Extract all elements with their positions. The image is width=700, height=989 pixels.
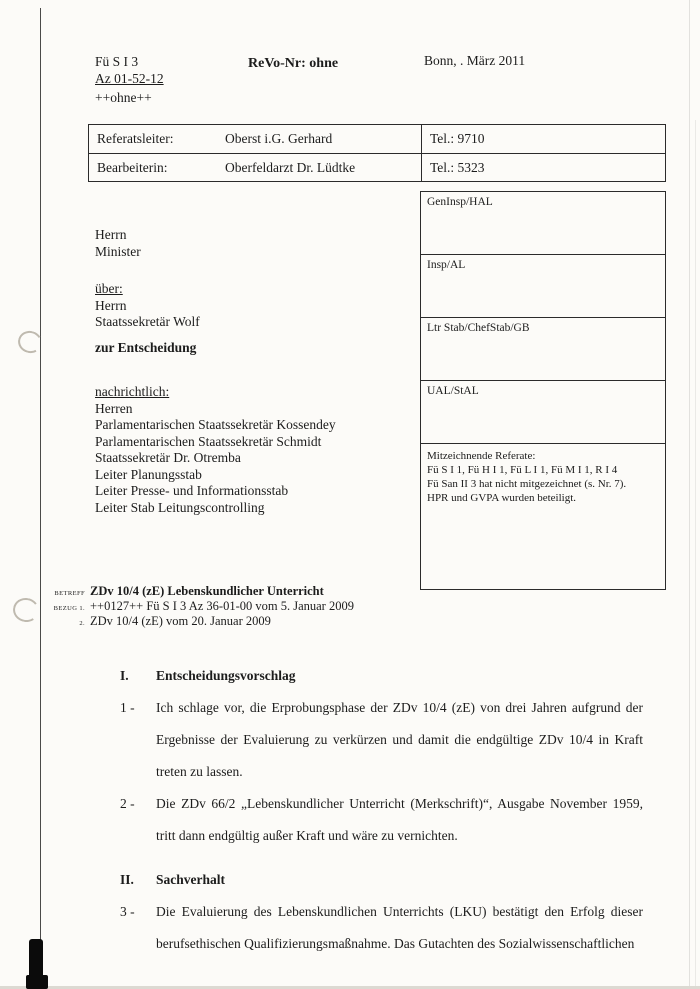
co-signing-line: HPR und GVPA wurden beteiligt. (427, 492, 577, 504)
section-number: I. (120, 668, 129, 683)
paragraph-number: 1 - (120, 700, 135, 715)
reference-row (50, 599, 354, 614)
cc-line: Parlamentarischen Staatssekretär Kossendey (95, 417, 336, 432)
cc-line: Parlamentarischen Staatssekretär Schmidt (95, 433, 322, 449)
recipient-line: Minister (95, 243, 141, 259)
scan-ink-mark-2 (26, 975, 48, 989)
betreff-label: BETREFF (54, 590, 85, 597)
classification-marker: ++ohne++ (95, 90, 152, 105)
contacts-table (88, 124, 666, 182)
section-heading (120, 864, 643, 896)
numbered-paragraph (120, 896, 643, 960)
place-and-date: Bonn, . März 2011 (424, 53, 526, 68)
file-reference: Az 01-52-12 (95, 71, 164, 86)
paragraph-number: 2 - (120, 796, 135, 811)
org-unit: Fü S I 3 (95, 54, 139, 69)
revo-number: ReVo-Nr: ohne (248, 56, 339, 71)
page-edge-shadow-2 (695, 120, 696, 989)
cc-line: Leiter Presse- und Informationsstab (95, 483, 289, 498)
via-line: Herrn (95, 297, 127, 313)
co-signing-units (421, 444, 665, 589)
contact-phone: Tel.: 5323 (421, 154, 665, 181)
cc-line: Herren (95, 400, 133, 416)
bezug-number: 2. (79, 620, 85, 627)
recipient-block (95, 227, 336, 516)
cc-line: Leiter Stab Leitungscontrolling (95, 499, 265, 515)
signoff-section: Insp/AL (421, 255, 665, 318)
section-heading (120, 660, 643, 692)
decision-note: zur Entscheidung (95, 339, 197, 355)
contact-role: Bearbeiterin: (97, 159, 168, 175)
section-title: Sachverhalt (156, 872, 225, 887)
paragraph-number: 3 - (120, 904, 135, 919)
table-row (89, 153, 665, 181)
section-number: II. (120, 872, 134, 887)
hole-punch-bottom (11, 596, 41, 624)
section-title: Entscheidungsvorschlag (156, 668, 296, 683)
via-line: Staatssekretär Wolf (95, 314, 200, 329)
page-edge-shadow (689, 0, 690, 989)
co-signing-label: Mitzeichnende Referate: (427, 450, 536, 462)
numbered-paragraph (120, 692, 643, 788)
paragraph-text: Die Evaluierung des Lebenskundlichen Unterrichts (LKU) bestätigt den Erfolg dieser berufsethischen Qualifizierungsmaßnahme. Das Gutachten des Sozialwissenschaftlichen (156, 904, 643, 951)
signoff-section: Ltr Stab/ChefStab/GB (421, 318, 665, 381)
table-row (89, 125, 665, 153)
document-body (120, 660, 643, 960)
contact-name: Oberst i.G. Gerhard (225, 131, 333, 146)
numbered-paragraph (120, 788, 643, 852)
signoff-section: UAL/StAL (421, 381, 665, 444)
bezug-label: BEZUG 1. (53, 605, 85, 612)
contact-phone: Tel.: 9710 (421, 125, 665, 153)
paragraph-text: Ich schlage vor, die Erprobungsphase der ZDv 10/4 (zE) von drei Jahren aufgrund der Ergebnisse der Evaluierung zu verkürzen und damit die endgültige ZDv 10/4 in Kraft treten zu lassen. (156, 700, 643, 779)
reference-text: ZDv 10/4 (zE) vom 20. Januar 2009 (90, 614, 271, 628)
signoff-routing-box (420, 191, 666, 590)
contact-role: Referatsleiter: (97, 131, 174, 146)
via-label: über: (95, 281, 123, 296)
subject-row (50, 584, 324, 599)
cc-label: nachrichtlich: (95, 384, 170, 399)
subject-text: ZDv 10/4 (zE) Lebenskundlicher Unterricht (90, 584, 324, 598)
cc-line: Staatssekretär Dr. Otremba (95, 450, 241, 465)
reference-row (50, 614, 271, 629)
recipient-line: Herrn (95, 227, 127, 242)
co-signing-line: Fü San II 3 hat nicht mitgezeichnet (s. Nr. 7). (427, 478, 627, 490)
reference-text: ++0127++ Fü S I 3 Az 36-01-00 vom 5. Januar 2009 (90, 599, 354, 613)
contact-name: Oberfeldarzt Dr. Lüdtke (225, 159, 356, 175)
co-signing-line: Fü S I 1, Fü H I 1, Fü L I 1, Fü M I 1, R I 4 (427, 464, 618, 476)
scan-artifact-line (40, 8, 41, 980)
signoff-section: GenInsp/HAL (421, 192, 665, 255)
cc-line: Leiter Planungsstab (95, 466, 202, 482)
paragraph-text: Die ZDv 66/2 „Lebenskundlicher Unterricht (Merkschrift)“, Ausgabe November 1959, tritt dann endgültig außer Kraft und wäre zu vernichten. (156, 796, 643, 843)
